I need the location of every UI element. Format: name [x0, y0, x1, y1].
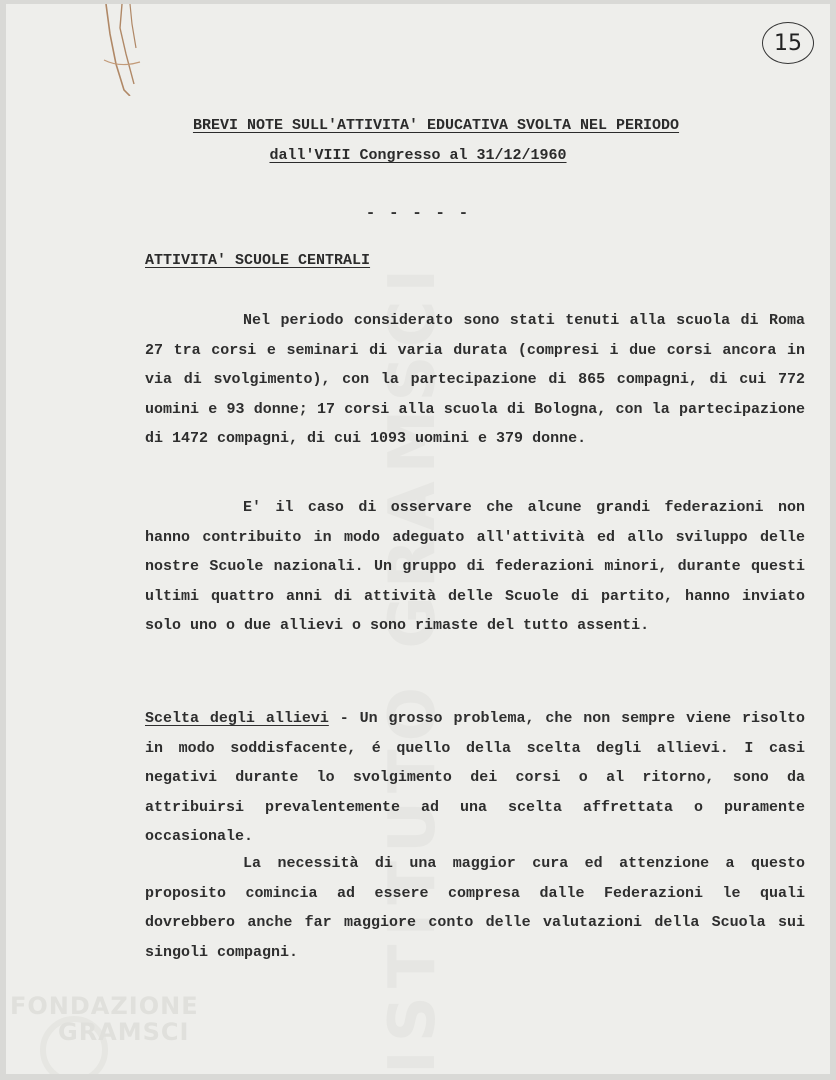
- document-title-line-2: dall'VIII Congresso al 31/12/1960: [269, 147, 567, 164]
- logo-line-2: GRAMSCI: [58, 1018, 190, 1046]
- paragraph-2: E' il caso di osservare che alcune grandi federazioni non hanno contribuito in modo adeguato all'attività ed allo sviluppo delle nostre Scuole nazionali. Un gruppo di federazioni minori, durante questi ultimi quattro anni di attività delle Scuole di partito, hanno inviato solo uno o due allievi o sono rimaste del tutto assenti.: [145, 499, 805, 634]
- page-number: [762, 22, 814, 64]
- paragraph-3: [145, 704, 805, 852]
- page-number-text: 15: [774, 30, 802, 56]
- paragraph-4: La necessità di una maggior cura ed attenzione a questo proposito comincia ad essere compresa dalle Federazioni le quali dovrebbero anche far maggiore conto delle valutazioni della Scuola sui singoli compagni.: [145, 855, 805, 961]
- separator: - - - - -: [365, 204, 471, 222]
- staple-mark-icon: [100, 4, 142, 96]
- section-heading: ATTIVITA' SCUOLE CENTRALI: [145, 252, 371, 269]
- document-title-line-1: BREVI NOTE SULL'ATTIVITA' EDUCATIVA SVOLTA NEL PERIODO: [192, 117, 680, 134]
- document-page: [6, 4, 830, 1074]
- inline-heading-scelta: Scelta degli allievi: [145, 710, 329, 727]
- archive-logo: [10, 992, 220, 1062]
- watermark-text: ISTITUTO GRAMSCI: [376, 260, 450, 1074]
- logo-line-1: FONDAZIONE: [10, 992, 199, 1020]
- paragraph-1: Nel periodo considerato sono stati tenuti alla scuola di Roma 27 tra corsi e seminari di varia durata (compresi i due corsi ancora in via di svolgimento), con la partecipazione di 865 compagni, di cui 772 uomini e 93 donne; 17 corsi alla scuola di Bologna, con la partecipazione di 1472 compagni, di cui 1093 uomini e 379 donne.: [145, 312, 805, 447]
- paragraph-3-text: - Un grosso problema, che non sempre viene risolto in modo soddisfacente, é quello della scelta degli allievi. I casi negativi durante lo svolgimento dei corsi o al ritorno, sono da attribuirsi prevalentemente ad una scelta affrettata o puramente occasionale.: [145, 710, 805, 845]
